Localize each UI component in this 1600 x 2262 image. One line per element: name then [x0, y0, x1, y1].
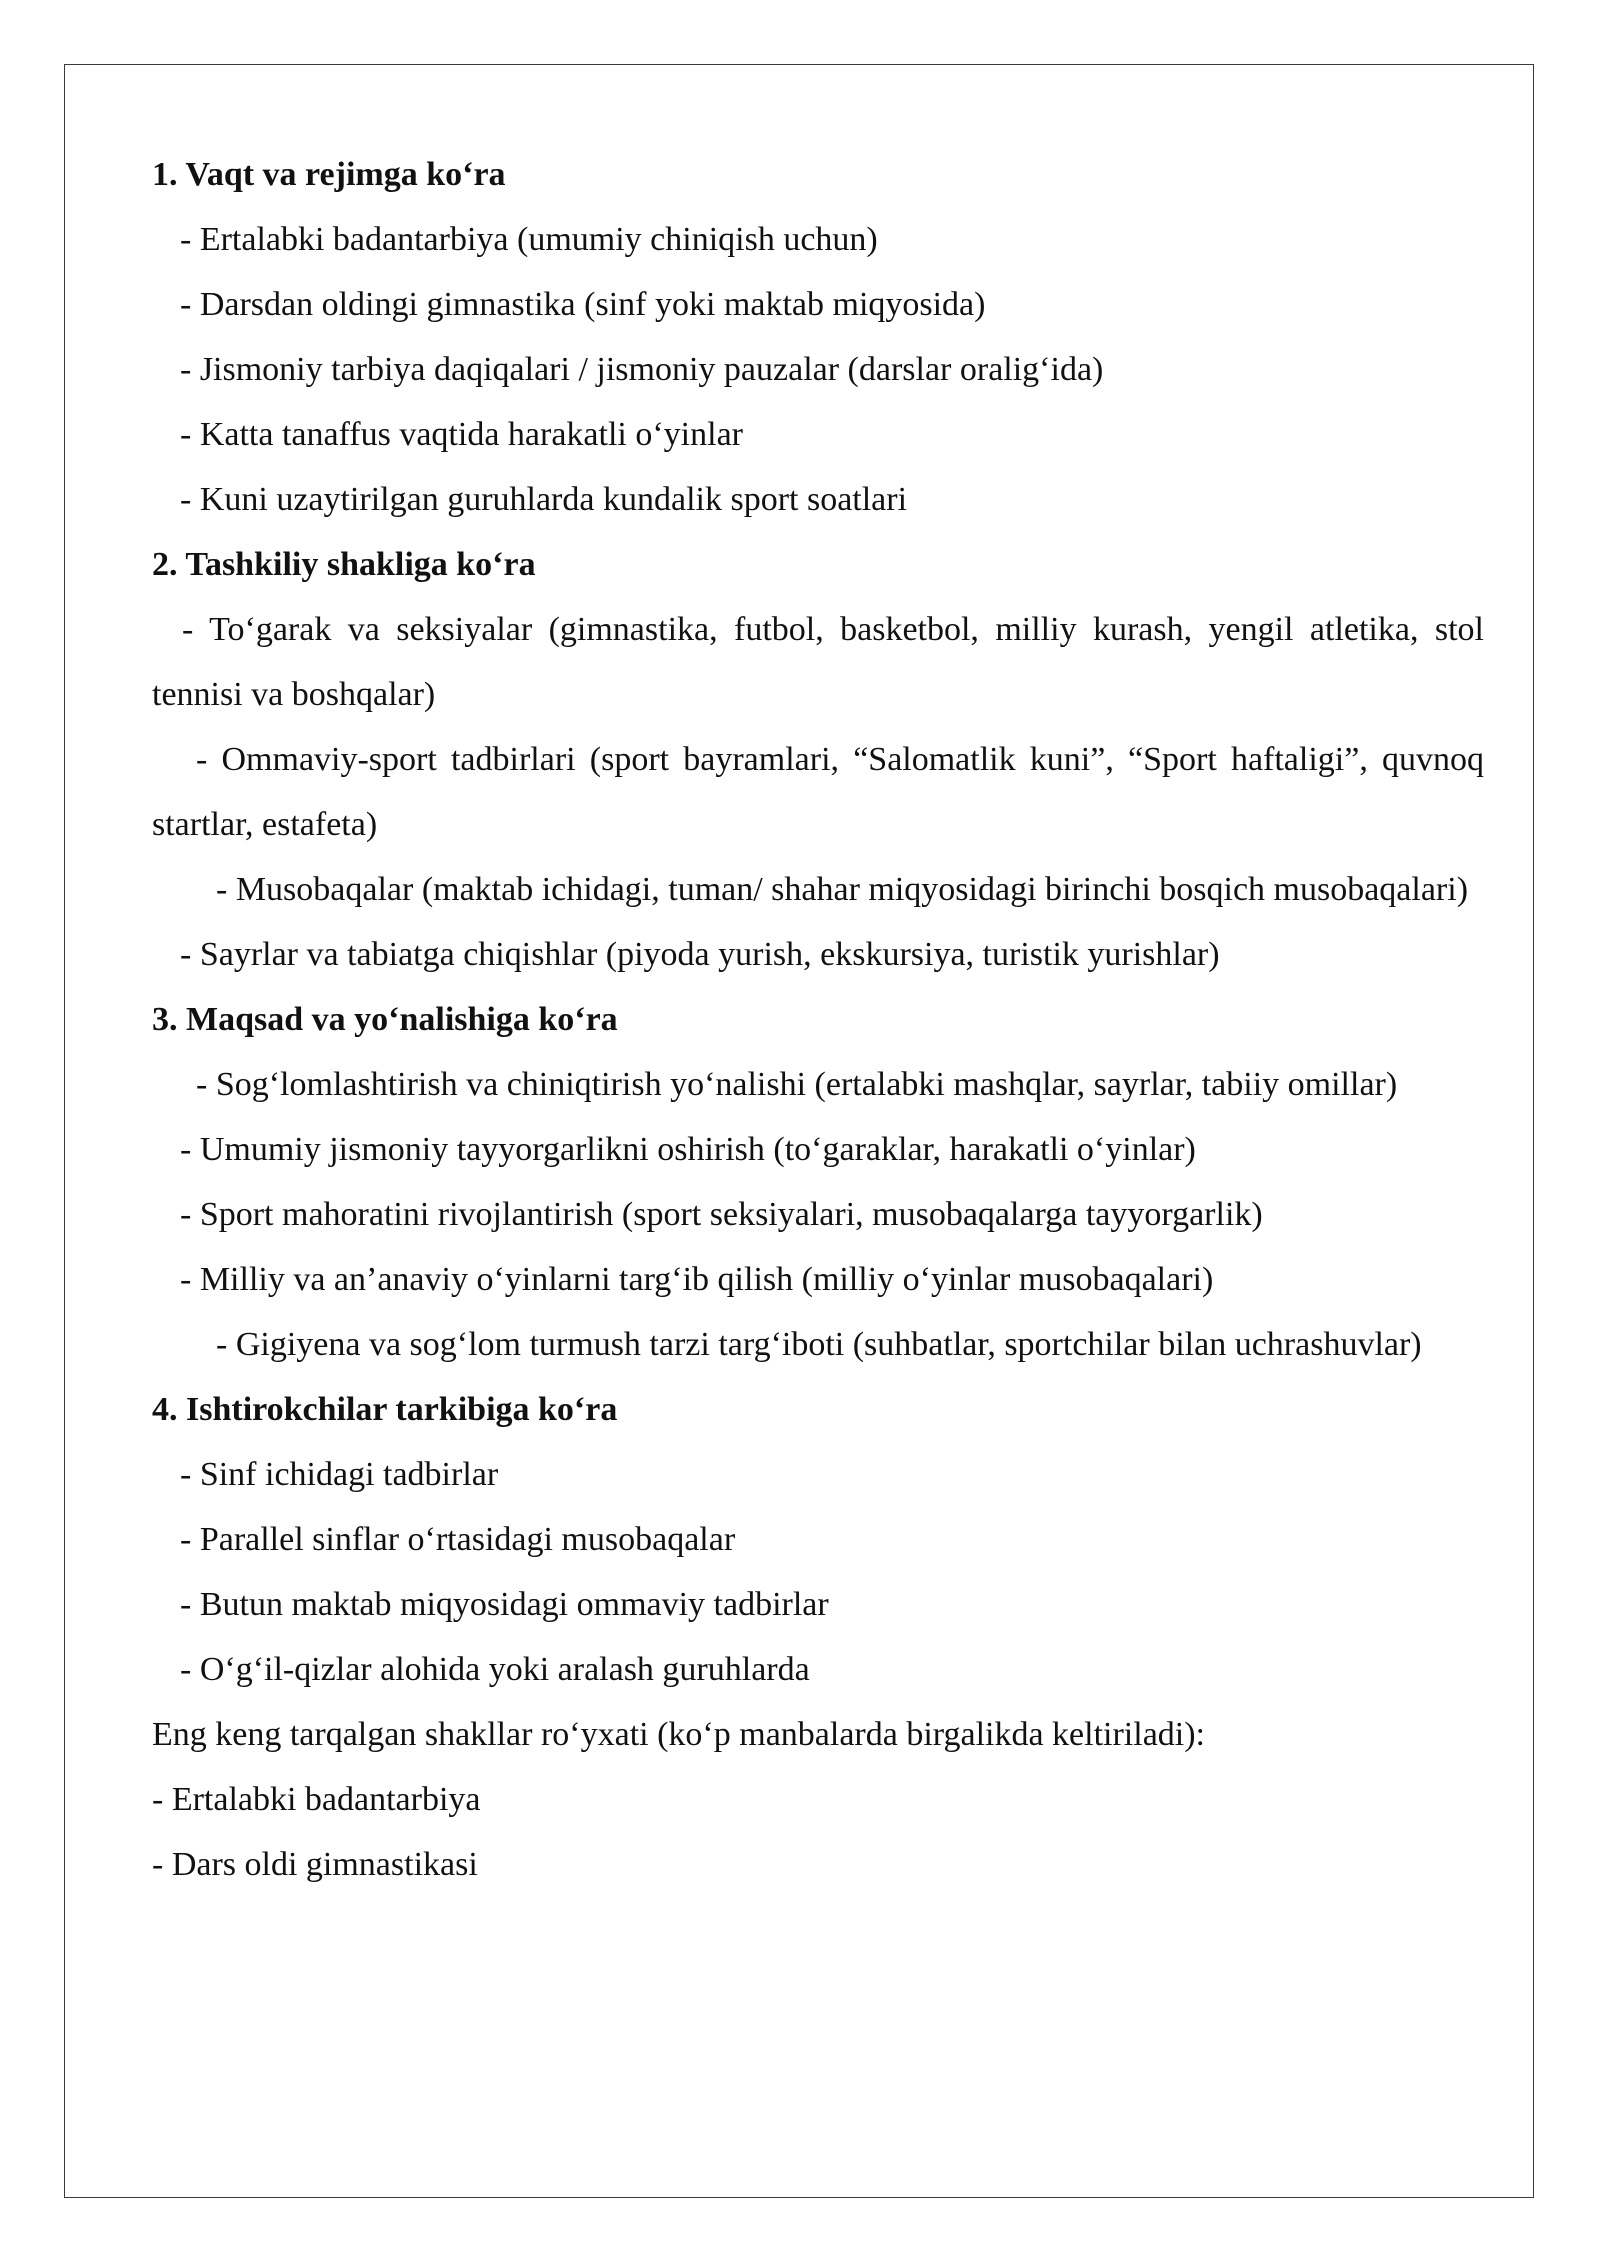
- list-item: - Sayrlar va tabiatga chiqishlar (piyoda yurish, ekskursiya, turistik yurishlar): [180, 936, 1220, 973]
- list-item: - Katta tanaffus vaqtida harakatli o‘yinlar: [180, 416, 743, 453]
- list-item: - Sog‘lomlashtirish va chiniqtirish yo‘nalishi (ertalabki mashqlar, sayrlar, tabiiy omillar): [196, 1066, 1398, 1103]
- list-item: - Kuni uzaytirilgan guruhlarda kundalik sport soatlari: [180, 481, 908, 518]
- list-item: - Jismoniy tarbiya daqiqalari / jismoniy pauzalar (darslar oralig‘ida): [180, 351, 1104, 388]
- list-item: - Umumiy jismoniy tayyorgarlikni oshirish (to‘garaklar, harakatli o‘yinlar): [180, 1131, 1196, 1168]
- list-item: - Parallel sinflar o‘rtasidagi musobaqalar: [180, 1521, 736, 1558]
- section-heading: 1. Vaqt va rejimga ko‘ra: [152, 156, 506, 193]
- list-item: - Gigiyena va sog‘lom turmush tarzi targ‘iboti (suhbatlar, sportchilar bilan uchrashuvlar): [216, 1326, 1422, 1363]
- list-item: - Butun maktab miqyosidagi ommaviy tadbirlar: [180, 1586, 829, 1623]
- list-item: - Darsdan oldingi gimnastika (sinf yoki maktab miqyosida): [180, 286, 986, 323]
- list-item: - Milliy va an’anaviy o‘yinlarni targ‘ib qilish (milliy o‘yinlar musobaqalari): [180, 1261, 1214, 1298]
- summary-item: - Dars oldi gimnastikasi: [152, 1846, 478, 1883]
- list-item: - O‘g‘il-qizlar alohida yoki aralash guruhlarda: [180, 1651, 810, 1688]
- section-heading: 4. Ishtirokchilar tarkibiga ko‘ra: [152, 1391, 618, 1428]
- section-heading: 2. Tashkiliy shakliga ko‘ra: [152, 546, 536, 583]
- document-body: [152, 142, 1484, 1897]
- list-item: - Musobaqalar (maktab ichidagi, tuman/ shahar miqyosidagi birinchi bosqich musobaqalari): [216, 871, 1469, 908]
- list-item: - Ommaviy-sport tadbirlari (sport bayramlari, “Salomatlik kuni”, “Sport haftaligi”, quvnoq startlar, estafeta): [152, 741, 1484, 843]
- summary-item: - Ertalabki badantarbiya: [152, 1781, 481, 1818]
- section-heading: 3. Maqsad va yo‘nalishiga ko‘ra: [152, 1001, 618, 1038]
- list-item: - Sinf ichidagi tadbirlar: [180, 1456, 499, 1493]
- list-item: - Ertalabki badantarbiya (umumiy chiniqish uchun): [180, 221, 878, 258]
- list-item: - Sport mahoratini rivojlantirish (sport seksiyalari, musobaqalarga tayyorgarlik): [180, 1196, 1263, 1233]
- list-item: - To‘garak va seksiyalar (gimnastika, futbol, basketbol, milliy kurash, yengil atletika, stol tennisi va boshqalar): [152, 611, 1484, 713]
- summary-intro: Eng keng tarqalgan shakllar ro‘yxati (ko‘p manbalarda birgalikda keltiriladi):: [152, 1716, 1206, 1753]
